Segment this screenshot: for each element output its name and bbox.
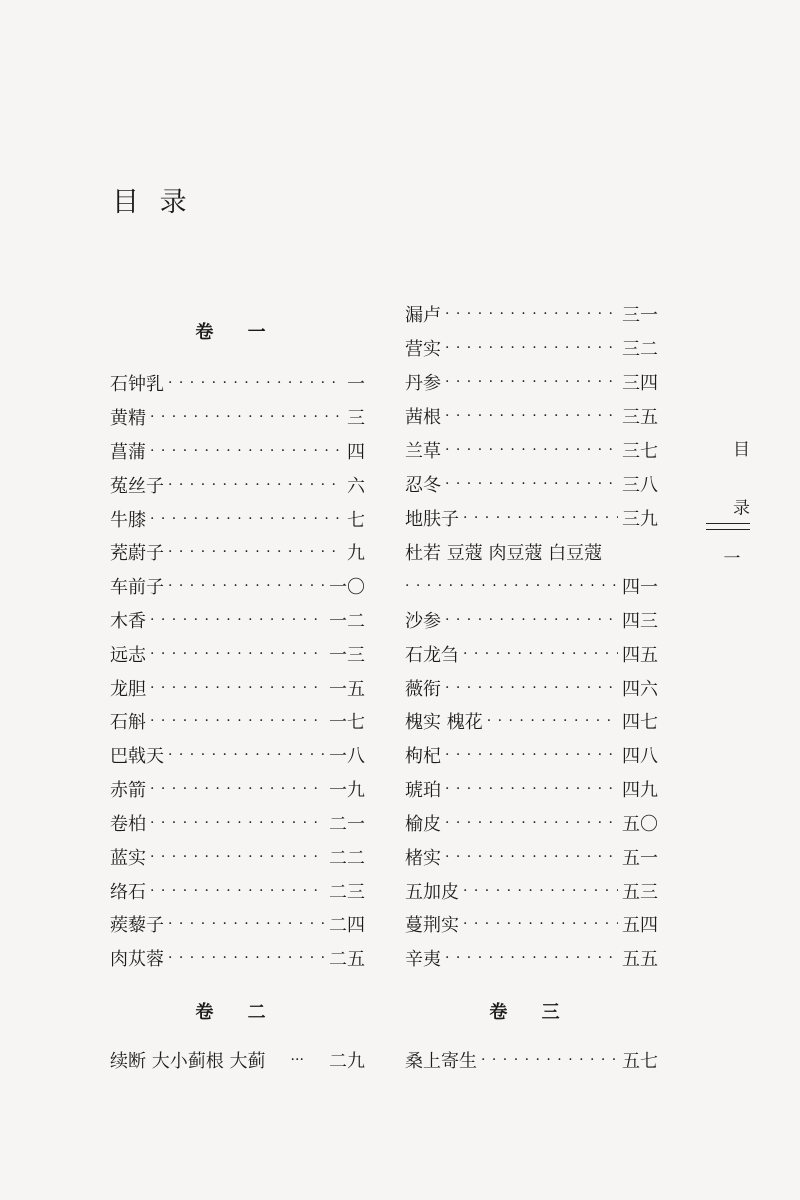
entry-name: 牛膝 xyxy=(110,510,146,531)
entry-page: 二三 xyxy=(329,882,365,903)
toc-entry[interactable] xyxy=(110,943,365,973)
toc-entry[interactable] xyxy=(110,876,365,906)
entry-page: 二九 xyxy=(329,1051,365,1072)
entry-name: 续断 大小蓟根 大蓟 xyxy=(110,1051,266,1072)
entry-name: 杜若 豆蔻 肉豆蔻 白豆蔻 xyxy=(405,543,603,564)
entry-page: 四一 xyxy=(622,577,658,598)
dot-leader xyxy=(445,849,618,865)
running-head: 目 录 xyxy=(729,440,749,534)
entry-page: 六 xyxy=(347,476,365,497)
toc-entry[interactable] xyxy=(110,537,365,567)
entry-page: 四九 xyxy=(622,780,658,801)
toc-entry[interactable] xyxy=(110,639,365,669)
entry-page: 五三 xyxy=(622,882,658,903)
entry-page: 五七 xyxy=(622,1051,658,1072)
entry-name: 榆皮 xyxy=(405,814,441,835)
dot-leader xyxy=(168,375,343,391)
entry-name: 茜根 xyxy=(405,407,441,428)
dot-leader xyxy=(150,443,343,459)
toc-entry[interactable] xyxy=(110,740,365,770)
entry-name: 络石 xyxy=(110,882,146,903)
toc-entry[interactable] xyxy=(405,876,658,906)
toc-entry[interactable] xyxy=(110,706,365,736)
entry-name: 桑上寄生 xyxy=(405,1051,477,1072)
entry-page: 三七 xyxy=(622,441,658,462)
toc-entry[interactable] xyxy=(110,842,365,872)
dot-leader xyxy=(445,781,618,797)
toc-entry[interactable] xyxy=(405,1045,658,1075)
entry-name: 远志 xyxy=(110,645,146,666)
toc-entry[interactable] xyxy=(110,402,365,432)
page-title: 目 录 xyxy=(112,187,193,218)
dot-leader xyxy=(150,815,325,831)
entry-name: 木香 xyxy=(110,611,146,632)
toc-entry[interactable] xyxy=(405,435,658,465)
toc-entry[interactable] xyxy=(405,909,658,939)
entry-page: 五五 xyxy=(622,949,658,970)
entry-name: 菖蒲 xyxy=(110,442,146,463)
toc-entry[interactable] xyxy=(405,639,658,669)
dot-leader xyxy=(463,510,618,526)
entry-name: 薇衔 xyxy=(405,679,441,700)
dot-leader xyxy=(445,374,618,390)
entry-page: 二五 xyxy=(329,949,365,970)
entry-page: 一 xyxy=(347,374,365,395)
dot-leader xyxy=(445,815,618,831)
toc-entry[interactable] xyxy=(110,436,365,466)
entry-name: 巴戟天 xyxy=(110,746,164,767)
dot-leader xyxy=(405,578,618,594)
entry-name: 漏卢 xyxy=(405,305,441,326)
toc-entry[interactable] xyxy=(405,673,658,703)
toc-entry[interactable] xyxy=(110,774,365,804)
dot-leader xyxy=(445,612,618,628)
toc-entry[interactable] xyxy=(405,706,658,736)
entry-name: 石钟乳 xyxy=(110,374,164,395)
entry-name: 卷柏 xyxy=(110,814,146,835)
entry-name: 蒺藜子 xyxy=(110,915,164,936)
dot-leader xyxy=(445,680,618,696)
entry-page: 三九 xyxy=(622,509,658,530)
entry-name: 蓝实 xyxy=(110,848,146,869)
entry-name: 黄精 xyxy=(110,408,146,429)
entry-name: 楮实 xyxy=(405,848,441,869)
entry-name: 菟丝子 xyxy=(110,476,164,497)
toc-entry[interactable] xyxy=(405,469,658,499)
dot-leader xyxy=(481,1052,618,1068)
dot-leader xyxy=(445,340,618,356)
entry-name: 蔓荆实 xyxy=(405,915,459,936)
entry-page: 二二 xyxy=(329,848,365,869)
dot-leader-short: ··· xyxy=(290,1052,304,1068)
dot-leader xyxy=(150,646,325,662)
entry-page: 一三 xyxy=(329,645,365,666)
dot-leader xyxy=(168,544,343,560)
entry-page: 四 xyxy=(347,442,365,463)
dot-leader xyxy=(150,511,343,527)
running-head-rule xyxy=(706,523,750,530)
toc-entry[interactable] xyxy=(405,401,658,431)
toc-entry-continuation[interactable] xyxy=(405,571,658,601)
toc-entry[interactable] xyxy=(405,740,658,770)
toc-entry[interactable] xyxy=(405,503,658,533)
entry-name: 枸杞 xyxy=(405,746,441,767)
entry-page: 五四 xyxy=(622,915,658,936)
toc-entry[interactable] xyxy=(405,367,658,397)
entry-page: 四六 xyxy=(622,679,658,700)
dot-leader xyxy=(168,578,325,594)
dot-leader xyxy=(445,747,618,763)
toc-entry[interactable] xyxy=(405,605,658,635)
entry-page: 二一 xyxy=(329,814,365,835)
entry-name: 槐实 槐花 xyxy=(405,712,483,733)
dot-leader xyxy=(168,916,325,932)
dot-leader xyxy=(168,950,325,966)
entry-name: 辛夷 xyxy=(405,949,441,970)
entry-name: 赤箭 xyxy=(110,780,146,801)
toc-entry[interactable] xyxy=(110,470,365,500)
dot-leader xyxy=(463,883,618,899)
toc-entry[interactable] xyxy=(110,673,365,703)
dot-leader xyxy=(150,849,325,865)
page-number: 一 xyxy=(723,549,741,569)
entry-page: 四八 xyxy=(622,746,658,767)
dot-leader xyxy=(445,408,618,424)
entry-page: 三一 xyxy=(622,305,658,326)
entry-name: 地肤子 xyxy=(405,509,459,530)
toc-entry[interactable] xyxy=(405,774,658,804)
entry-page: 三二 xyxy=(622,339,658,360)
dot-leader xyxy=(445,306,618,322)
toc-entry[interactable] xyxy=(405,842,658,872)
entry-page: 四五 xyxy=(622,645,658,666)
entry-page: 四七 xyxy=(622,712,658,733)
entry-page: 三四 xyxy=(622,373,658,394)
dot-leader xyxy=(150,781,325,797)
dot-leader xyxy=(445,950,618,966)
entry-name: 茺蔚子 xyxy=(110,543,164,564)
toc-entry[interactable] xyxy=(110,1045,365,1075)
entry-name: 琥珀 xyxy=(405,780,441,801)
dot-leader xyxy=(463,646,618,662)
toc-entry-multi[interactable] xyxy=(405,537,658,567)
volume-heading: 卷 二 xyxy=(195,1002,280,1023)
entry-name: 丹参 xyxy=(405,373,441,394)
entry-name: 石龙刍 xyxy=(405,645,459,666)
entry-name: 车前子 xyxy=(110,577,164,598)
dot-leader xyxy=(150,680,325,696)
toc-entry[interactable] xyxy=(110,808,365,838)
dot-leader xyxy=(168,477,343,493)
toc-entry[interactable] xyxy=(110,605,365,635)
entry-page: 七 xyxy=(347,510,365,531)
dot-leader xyxy=(487,713,618,729)
entry-page: 一九 xyxy=(329,780,365,801)
dot-leader xyxy=(445,442,618,458)
entry-page: 二四 xyxy=(329,915,365,936)
entry-page: 四三 xyxy=(622,611,658,632)
entry-page: 一五 xyxy=(329,679,365,700)
dot-leader xyxy=(168,747,325,763)
entry-page: 三八 xyxy=(622,475,658,496)
dot-leader xyxy=(463,916,618,932)
entry-page: 五一 xyxy=(622,848,658,869)
dot-leader xyxy=(150,409,343,425)
entry-page: 一〇 xyxy=(329,577,365,598)
dot-leader xyxy=(150,713,325,729)
entry-name: 兰草 xyxy=(405,441,441,462)
entry-page: 九 xyxy=(347,543,365,564)
toc-entry[interactable] xyxy=(405,333,658,363)
toc-entry[interactable] xyxy=(110,909,365,939)
dot-leader xyxy=(445,476,618,492)
entry-page: 三五 xyxy=(622,407,658,428)
toc-entry[interactable] xyxy=(110,504,365,534)
entry-name: 沙参 xyxy=(405,611,441,632)
entry-name: 龙胆 xyxy=(110,679,146,700)
dot-leader xyxy=(150,883,325,899)
entry-page: 一八 xyxy=(329,746,365,767)
dot-leader xyxy=(150,612,325,628)
volume-heading: 卷 三 xyxy=(489,1002,574,1023)
entry-name: 肉苁蓉 xyxy=(110,949,164,970)
toc-entry[interactable] xyxy=(405,299,658,329)
toc-entry[interactable] xyxy=(405,943,658,973)
entry-name: 石斛 xyxy=(110,712,146,733)
toc-entry[interactable] xyxy=(110,571,365,601)
entry-page: 一七 xyxy=(329,712,365,733)
entry-page: 五〇 xyxy=(622,814,658,835)
toc-entry[interactable] xyxy=(110,368,365,398)
entry-page: 三 xyxy=(347,408,365,429)
entry-name: 忍冬 xyxy=(405,475,441,496)
entry-name: 营实 xyxy=(405,339,441,360)
entry-page: 一二 xyxy=(329,611,365,632)
entry-name: 五加皮 xyxy=(405,882,459,903)
toc-entry[interactable] xyxy=(405,808,658,838)
volume-heading: 卷 一 xyxy=(195,322,280,343)
